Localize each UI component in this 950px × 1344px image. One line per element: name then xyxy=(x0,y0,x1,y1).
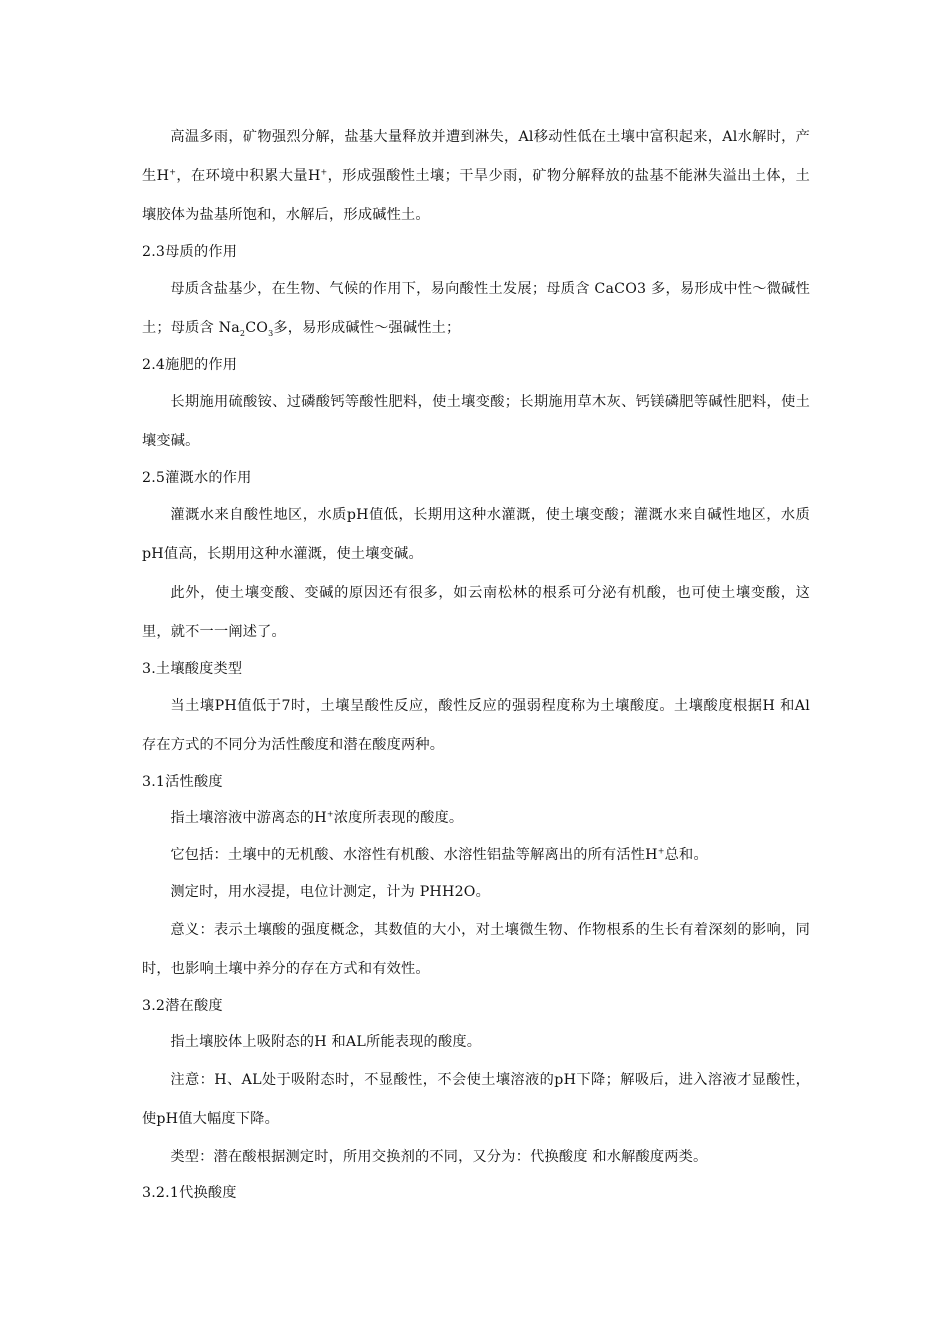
text-run: 浓度所表现的酸度。 xyxy=(333,810,464,826)
paragraph-active-measure: 测定时，用水浸提，电位计测定，计为 PHH2O。 xyxy=(170,884,491,900)
heading-3-2-1: 3.2.1代换酸度 xyxy=(142,1185,237,1201)
heading-2-4: 2.4施肥的作用 xyxy=(142,357,238,373)
subscript: 2 xyxy=(239,328,246,338)
text-run: 它包括：土壤中的无机酸、水溶性有机酸、水溶性铝盐等解离出的所有活性H xyxy=(170,847,658,863)
paragraph-potential-types: 类型：潜在酸根据测定时，所用交换剂的不同，又分为：代换酸度 和水解酸度两类。 xyxy=(170,1149,708,1165)
text-run: 总和。 xyxy=(664,847,708,863)
paragraph-parent-material xyxy=(142,270,810,348)
document-body xyxy=(142,118,810,1211)
text-run: ，在环境中积累大量H xyxy=(176,168,321,184)
text-run: CO xyxy=(245,320,269,336)
paragraph-active-definition xyxy=(142,800,810,837)
paragraph-potential-definition: 指土壤胶体上吸附态的H 和AL所能表现的酸度。 xyxy=(170,1034,482,1050)
superscript: + xyxy=(326,809,334,819)
paragraph-irrigation: 灌溉水来自酸性地区，水质pH值低，长期用这种水灌溉，使土壤变酸；灌溉水来自碱性地区，水质pH值高，长期用这种水灌溉，使土壤变碱。 xyxy=(142,507,810,562)
text-run: 母质含盐基少，在生物、气候的作用下，易向酸性土发展；母质含 CaCO3 多，易形成中性～微碱性土；母质含 Na xyxy=(142,281,810,336)
paragraph-potential-note: 注意：H、AL处于吸附态时，不显酸性，不会使土壤溶液的pH下降；解吸后，进入溶液才显酸性，使pH值大幅度下降。 xyxy=(142,1072,810,1127)
paragraph-climate xyxy=(142,118,810,235)
subscript: 3 xyxy=(268,328,274,338)
superscript: + xyxy=(169,167,177,177)
text-run: 高温多雨，矿物强烈分解，盐基大量释放并遭到淋失，Al移动性低在土壤中富积起来，Al水解时，产生H xyxy=(142,129,810,184)
paragraph-active-meaning: 意义：表示土壤酸的强度概念，其数值的大小，对土壤微生物、作物根系的生长有着深刻的影响，同时，也影响土壤中养分的存在方式和有效性。 xyxy=(142,922,810,977)
text-run: ，形成强酸性土壤；干旱少雨，矿物分解释放的盐基不能淋失溢出土体，土壤胶体为盐基所饱和，水解后，形成碱性土。 xyxy=(142,168,810,223)
paragraph-fertilizer: 长期施用硫酸铵、过磷酸钙等酸性肥料，使土壤变酸；长期施用草木灰、钙镁磷肥等碱性肥料，使土壤变碱。 xyxy=(142,394,810,449)
paragraph-active-includes xyxy=(142,837,810,874)
text-run: 多，易形成碱性～强碱性土； xyxy=(273,320,461,336)
heading-3: 3.土壤酸度类型 xyxy=(142,661,243,677)
heading-2-3: 2.3母质的作用 xyxy=(142,244,238,260)
paragraph-acidity: 当土壤PH值低于7时，土壤呈酸性反应，酸性反应的强弱程度称为土壤酸度。土壤酸度根据H 和Al 存在方式的不同分为活性酸度和潜在酸度两种。 xyxy=(142,698,810,753)
superscript: + xyxy=(320,167,328,177)
paragraph-besides: 此外，使土壤变酸、变碱的原因还有很多，如云南松林的根系可分泌有机酸，也可使土壤变酸，这里，就不一一阐述了。 xyxy=(142,585,810,640)
heading-3-1: 3.1活性酸度 xyxy=(142,774,223,790)
superscript: + xyxy=(657,846,665,856)
text-run: 指土壤溶液中游离态的H xyxy=(170,810,327,826)
heading-2-5: 2.5灌溉水的作用 xyxy=(142,470,252,486)
heading-3-2: 3.2潜在酸度 xyxy=(142,998,223,1014)
